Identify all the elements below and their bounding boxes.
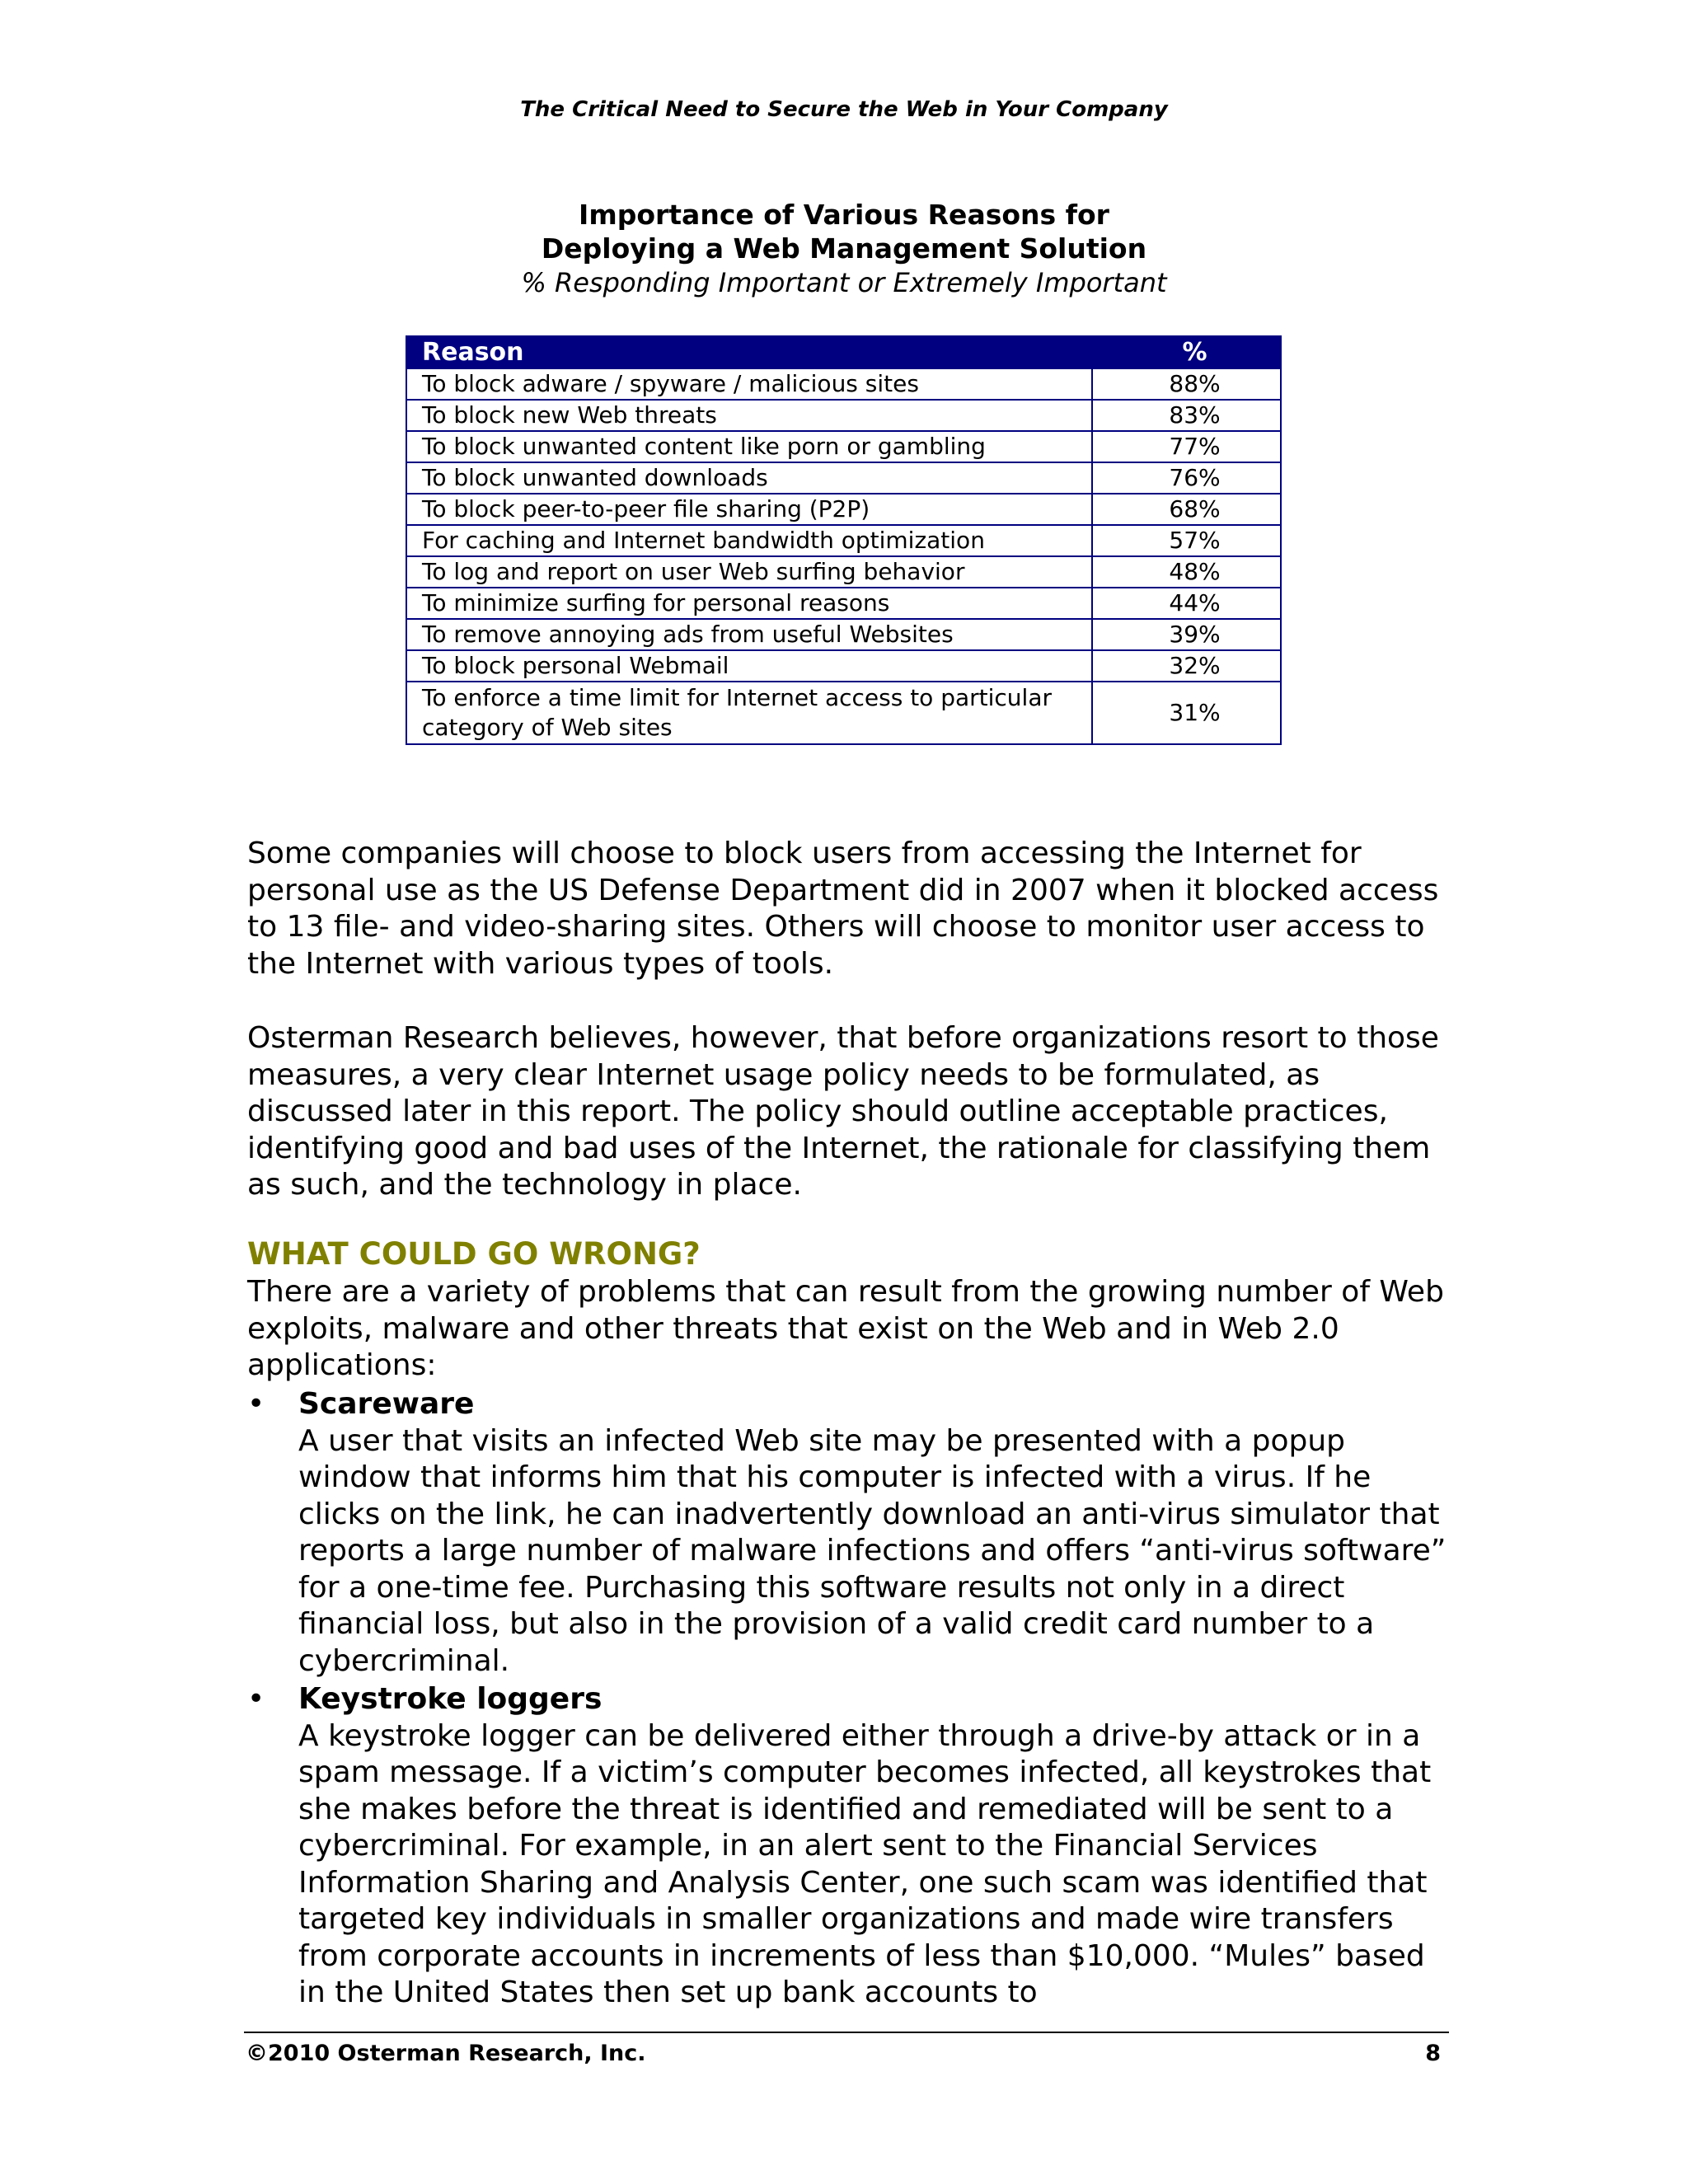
reason-cell: To remove annoying ads from useful Websites — [406, 619, 1092, 650]
bullet-text: A user that visits an infected Web site may be presented with a popup window that informs him that his computer is infected with a virus. If he clicks on the link, he can inadvertently download an anti-virus simulator that reports a large number of malware infections and offers “anti-virus software” for a one-time fee. Purchasing this software results not only in a direct financial loss, but also in the provision of a valid credit card number to a cybercriminal. — [298, 1423, 1447, 1678]
reason-cell: To enforce a time limit for Internet access to particular category of Web sites — [406, 682, 1092, 744]
reason-cell: To block peer-to-peer file sharing (P2P) — [406, 494, 1092, 525]
percent-cell: 88% — [1092, 368, 1281, 400]
percent-cell: 39% — [1092, 619, 1281, 650]
table-subtitle: % Responding Important or Extremely Important — [521, 267, 1167, 298]
bullet-item-keystroke-loggers — [298, 1681, 1452, 2012]
reason-cell: To block adware / spyware / malicious sites — [406, 368, 1092, 400]
bullet-title: Scareware — [298, 1387, 475, 1421]
reason-cell: To block new Web threats — [406, 400, 1092, 431]
footer-divider — [244, 2032, 1449, 2033]
percent-cell: 57% — [1092, 525, 1281, 556]
percent-cell: 48% — [1092, 556, 1281, 588]
reason-cell: To minimize surfing for personal reasons — [406, 588, 1092, 619]
reasons-table — [406, 335, 1282, 745]
table-row — [406, 588, 1281, 619]
table-row — [406, 556, 1281, 588]
percent-cell: 77% — [1092, 431, 1281, 462]
table-row — [406, 462, 1281, 494]
reason-cell: To log and report on user Web surfing behavior — [406, 556, 1092, 588]
table-row — [406, 368, 1281, 400]
table-row — [406, 525, 1281, 556]
bullet-text: A keystroke logger can be delivered either through a drive-by attack or in a spam message. If a victim’s computer becomes infected, all keystrokes that she makes before the threat is identified and remediated will be sent to a cybercriminal. For example, in an alert sent to the Financial Services Information Sharing and Analysis Center, one such scam was identified that targeted key individuals in smaller organizations and made wire transfers from corporate accounts in increments of less than $10,000. “Mules” based in the United States then set up bank accounts to — [298, 1718, 1432, 2009]
percent-cell: 76% — [1092, 462, 1281, 494]
paragraph-2: Osterman Research believes, however, that before organizations resort to those measures, a very clear Internet usage policy needs to be formulated, as discussed later in this report. The policy should outline acceptable practices, identifying good and bad uses of the Internet, the rationale for classifying them as such, and the technology in place. — [247, 1021, 1439, 1202]
section-heading: WHAT COULD GO WRONG? — [247, 1236, 701, 1272]
column-header-percent: % — [1092, 336, 1281, 368]
paragraph-1: Some companies will choose to block users from accessing the Internet for personal use as the US Defense Department did in 2007 when it blocked access to 13 file- and video-sharing sites. Others will choose to monitor user access to the Internet with various types of tools. — [247, 837, 1439, 981]
footer-copyright: ©2010 Osterman Research, Inc. — [246, 2041, 646, 2066]
table-row — [406, 400, 1281, 431]
column-header-reason: Reason — [406, 336, 1092, 368]
table-title — [0, 198, 1688, 265]
page-number: 8 — [1425, 2041, 1441, 2066]
percent-cell: 32% — [1092, 650, 1281, 682]
percent-cell: 44% — [1092, 588, 1281, 619]
table-row — [406, 650, 1281, 682]
percent-cell: 68% — [1092, 494, 1281, 525]
bullet-title: Keystroke loggers — [298, 1682, 603, 1716]
table-title-line1: Importance of Various Reasons for — [579, 199, 1109, 231]
reason-cell: To block unwanted downloads — [406, 462, 1092, 494]
reason-cell: To block unwanted content like porn or gambling — [406, 431, 1092, 462]
percent-cell: 31% — [1092, 682, 1281, 744]
paragraph-3: There are a variety of problems that can result from the growing number of Web exploits, malware and other threats that exist on the Web and in Web 2.0 applications: — [247, 1275, 1444, 1382]
percent-cell: 83% — [1092, 400, 1281, 431]
bullet-item-scareware — [298, 1386, 1452, 1680]
table-row — [406, 494, 1281, 525]
table-row — [406, 619, 1281, 650]
reason-cell: For caching and Internet bandwidth optimization — [406, 525, 1092, 556]
table-row — [406, 682, 1281, 744]
table-header-row — [406, 336, 1281, 368]
table-row — [406, 431, 1281, 462]
bullet-marker: • — [247, 1387, 265, 1421]
bullet-marker: • — [247, 1682, 265, 1716]
running-header: The Critical Need to Secure the Web in Your Company — [520, 97, 1168, 122]
reason-cell: To block personal Webmail — [406, 650, 1092, 682]
table-title-line2: Deploying a Web Management Solution — [541, 232, 1147, 265]
